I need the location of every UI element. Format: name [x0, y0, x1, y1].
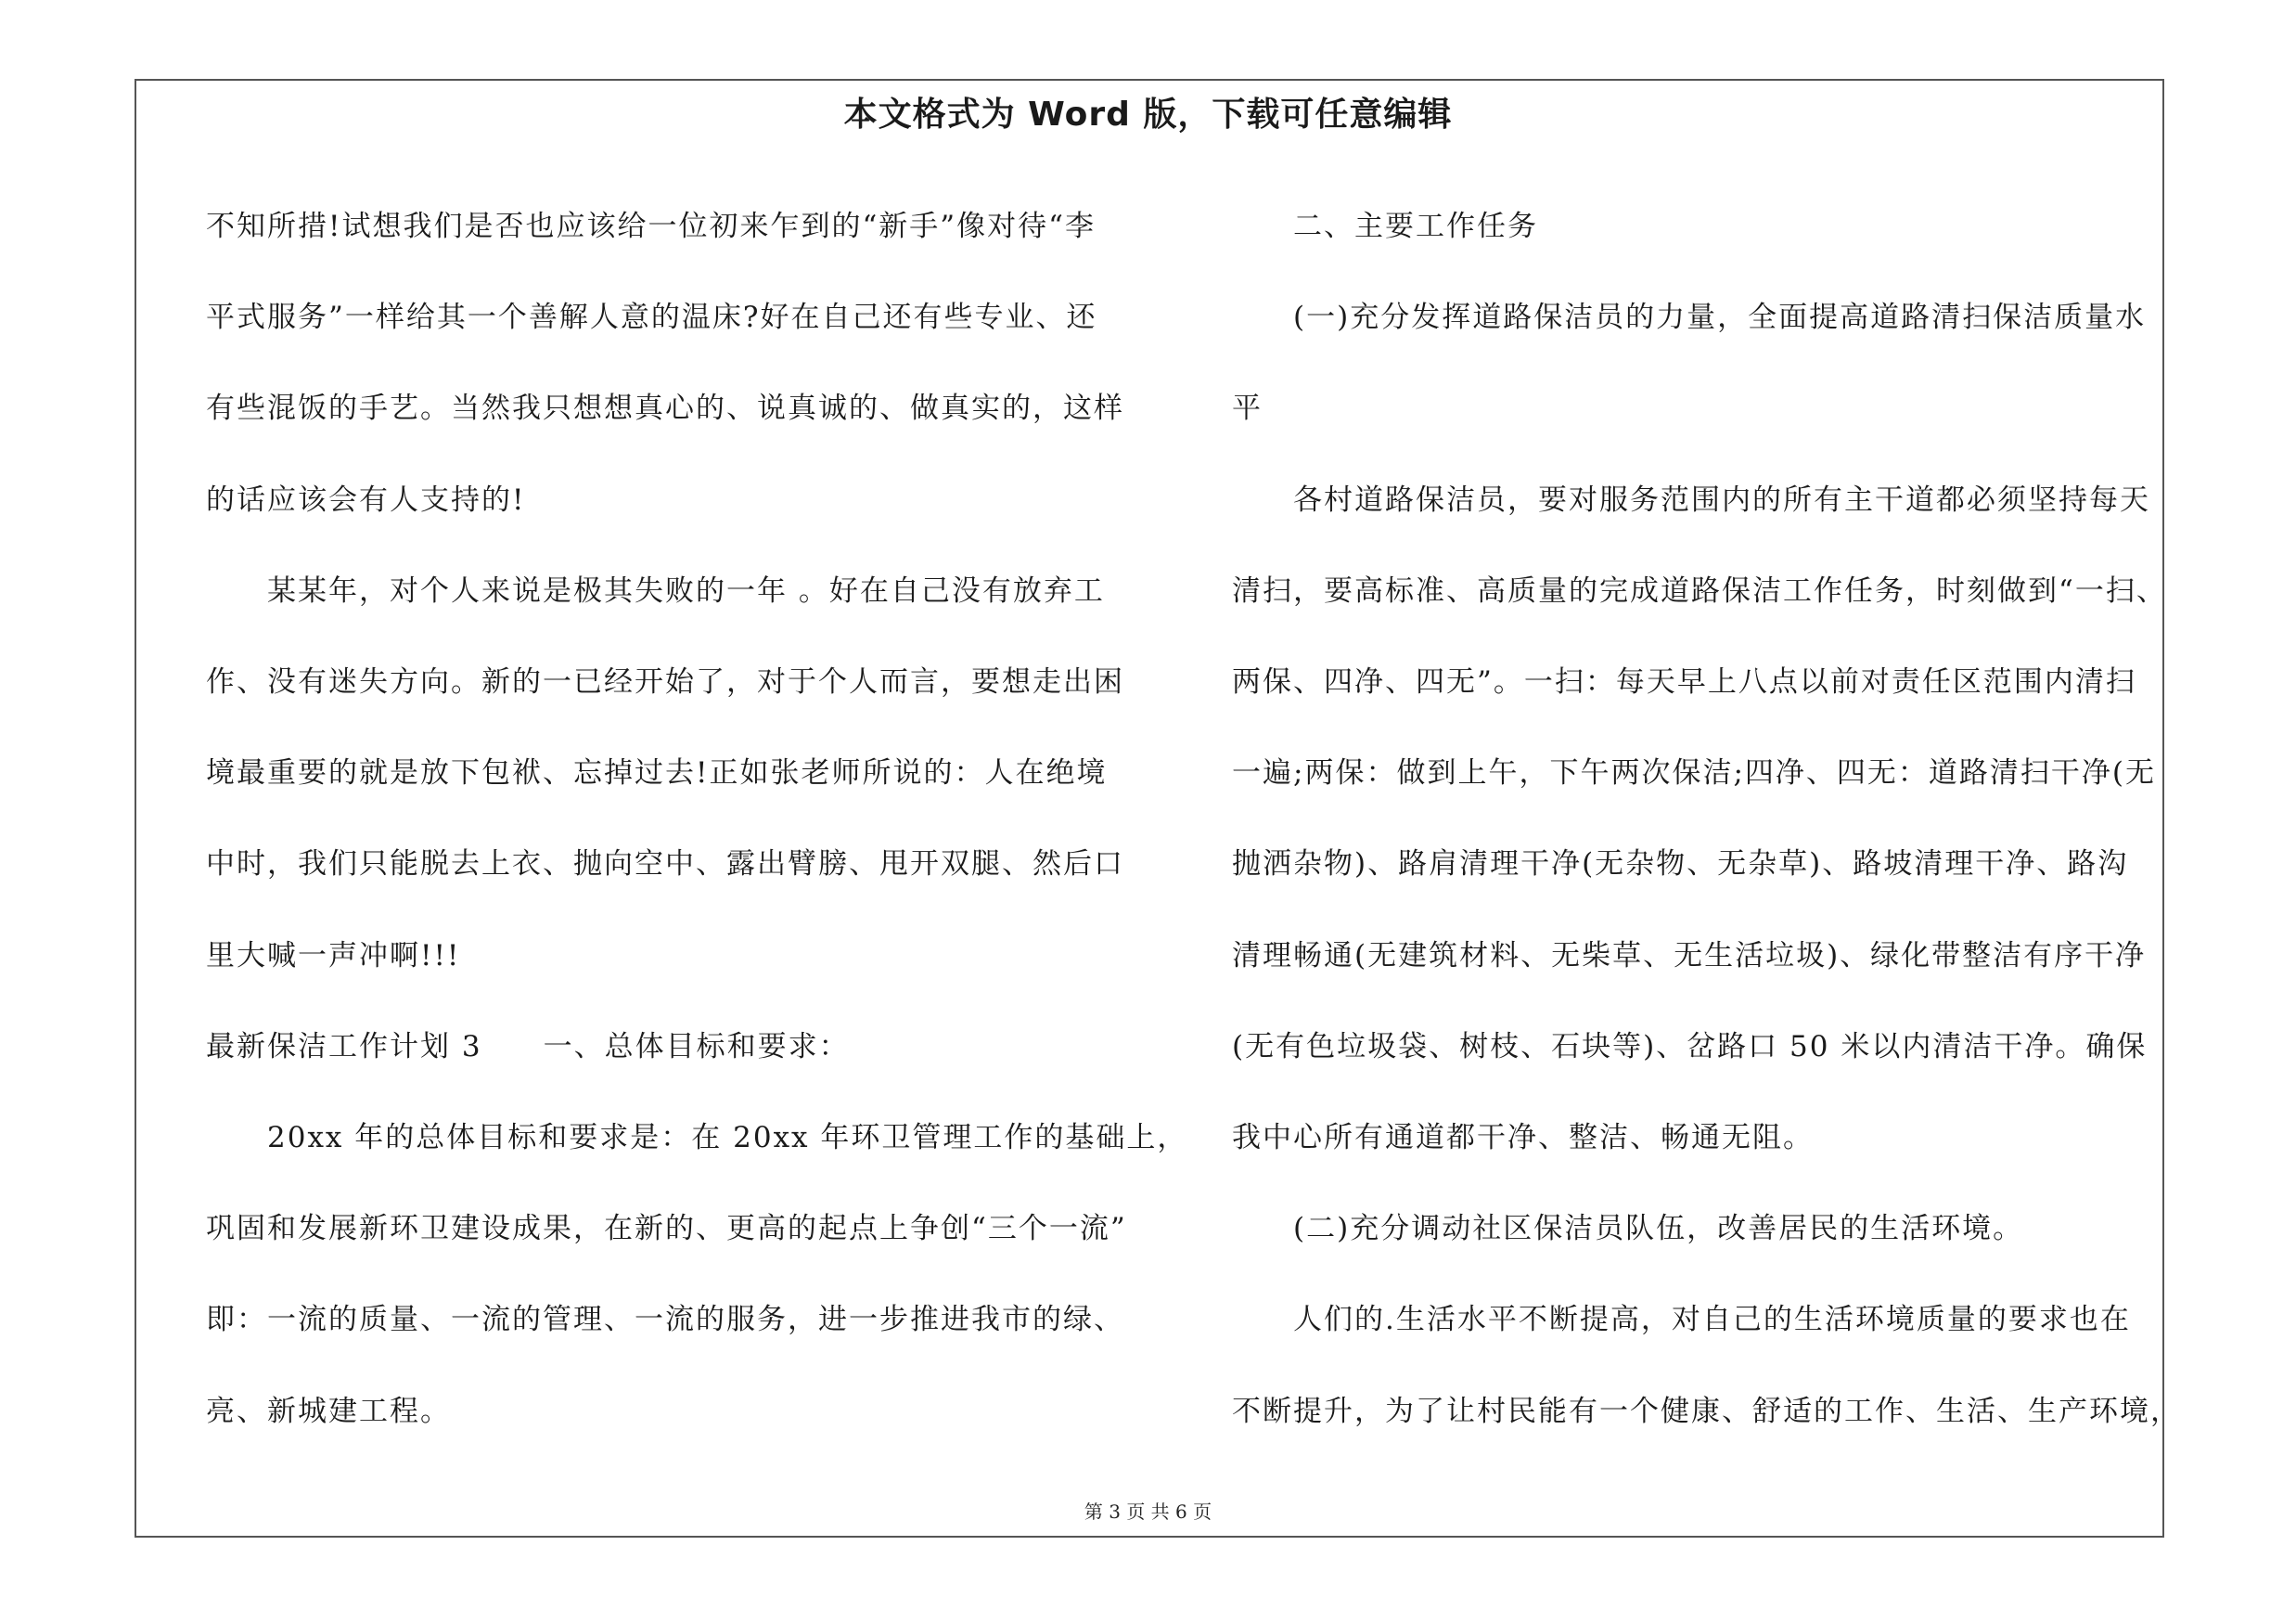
text-line: (一)充分发挥道路保洁员的力量，全面提高道路清扫保洁质量水: [1232, 301, 2147, 335]
text-line: 不知所措!试想我们是否也应该给一位初来乍到的“新手”像对待“李: [206, 210, 1096, 243]
text-line: 里大喊一声冲啊!!!: [206, 938, 461, 973]
text-line: 有些混饭的手艺。当然我只想想真心的、说真诚的、做真实的，这样: [206, 392, 1124, 426]
text-line: (无有色垃圾袋、树枝、石块等)、岔路口 50 米以内清洁干净。确保: [1232, 1029, 2148, 1063]
text-line: 巩固和发展新环卫建设成果，在新的、更高的起点上争创“三个一流”: [206, 1212, 1127, 1246]
text-line: 清理畅通(无建筑材料、无柴草、无生活垃圾)、绿化带整洁有序干净: [1232, 938, 2147, 973]
text-line: 亮、新城建工程。: [206, 1394, 451, 1428]
text-line: (二)充分调动社区保洁员队伍，改善居民的生活环境。: [1232, 1212, 2024, 1246]
section-heading-line: 最新保洁工作计划 3 一、总体目标和要求：: [206, 1029, 850, 1063]
text-line: 两保、四净、四无”。一扫：每天早上八点以前对责任区范围内清扫: [1232, 665, 2136, 700]
text-line: 的话应该会有人支持的!: [206, 483, 526, 517]
text-line: 人们的.生活水平不断提高，对自己的生活环境质量的要求也在: [1232, 1303, 2131, 1337]
text-line: 抛洒杂物)、路肩清理干净(无杂物、无杂草)、路坡清理干净、路沟: [1232, 847, 2129, 882]
text-line: 一遍;两保：做到上午，下午两次保洁;四净、四无：道路清扫干净(无: [1232, 756, 2156, 791]
format-banner: 本文格式为 Word 版，下载可任意编辑: [843, 96, 1453, 134]
page-number: 第 3 页 共 6 页: [1084, 1501, 1212, 1523]
text-line: 清扫，要高标准、高质量的完成道路保洁工作任务，时刻做到“一扫、: [1232, 573, 2167, 608]
text-line: 平: [1232, 392, 1263, 426]
text-line: 不断提升，为了让村民能有一个健康、舒适的工作、生活、生产环境，: [1232, 1394, 2181, 1428]
text-line: 境最重要的就是放下包袱、忘掉过去!正如张老师所说的：人在绝境: [206, 756, 1108, 791]
text-line: 20xx 年的总体目标和要求是：在 20xx 年环卫管理工作的基础上，: [206, 1121, 1188, 1155]
left-text-column: [206, 181, 1188, 1457]
right-text-column: [1232, 181, 2181, 1457]
text-line: 各村道路保洁员，要对服务范围内的所有主干道都必须坚持每天: [1232, 483, 2150, 517]
text-line: 我中心所有通道都干净、整洁、畅通无阻。: [1232, 1121, 1814, 1155]
text-line: 作、没有迷失方向。新的一已经开始了，对于个人而言，要想走出困: [206, 665, 1124, 700]
text-line: 中时，我们只能脱去上衣、抛向空中、露出臂膀、甩开双腿、然后口: [206, 847, 1124, 882]
section-heading-line: 二、主要工作任务: [1232, 210, 1538, 243]
text-line: 平式服务”一样给其一个善解人意的温床?好在自己还有些专业、还: [206, 301, 1097, 335]
text-line: 某某年，对个人来说是极其失败的一年 。好在自己没有放弃工: [206, 573, 1105, 608]
text-line: 即：一流的质量、一流的管理、一流的服务，进一步推进我市的绿、: [206, 1303, 1124, 1337]
